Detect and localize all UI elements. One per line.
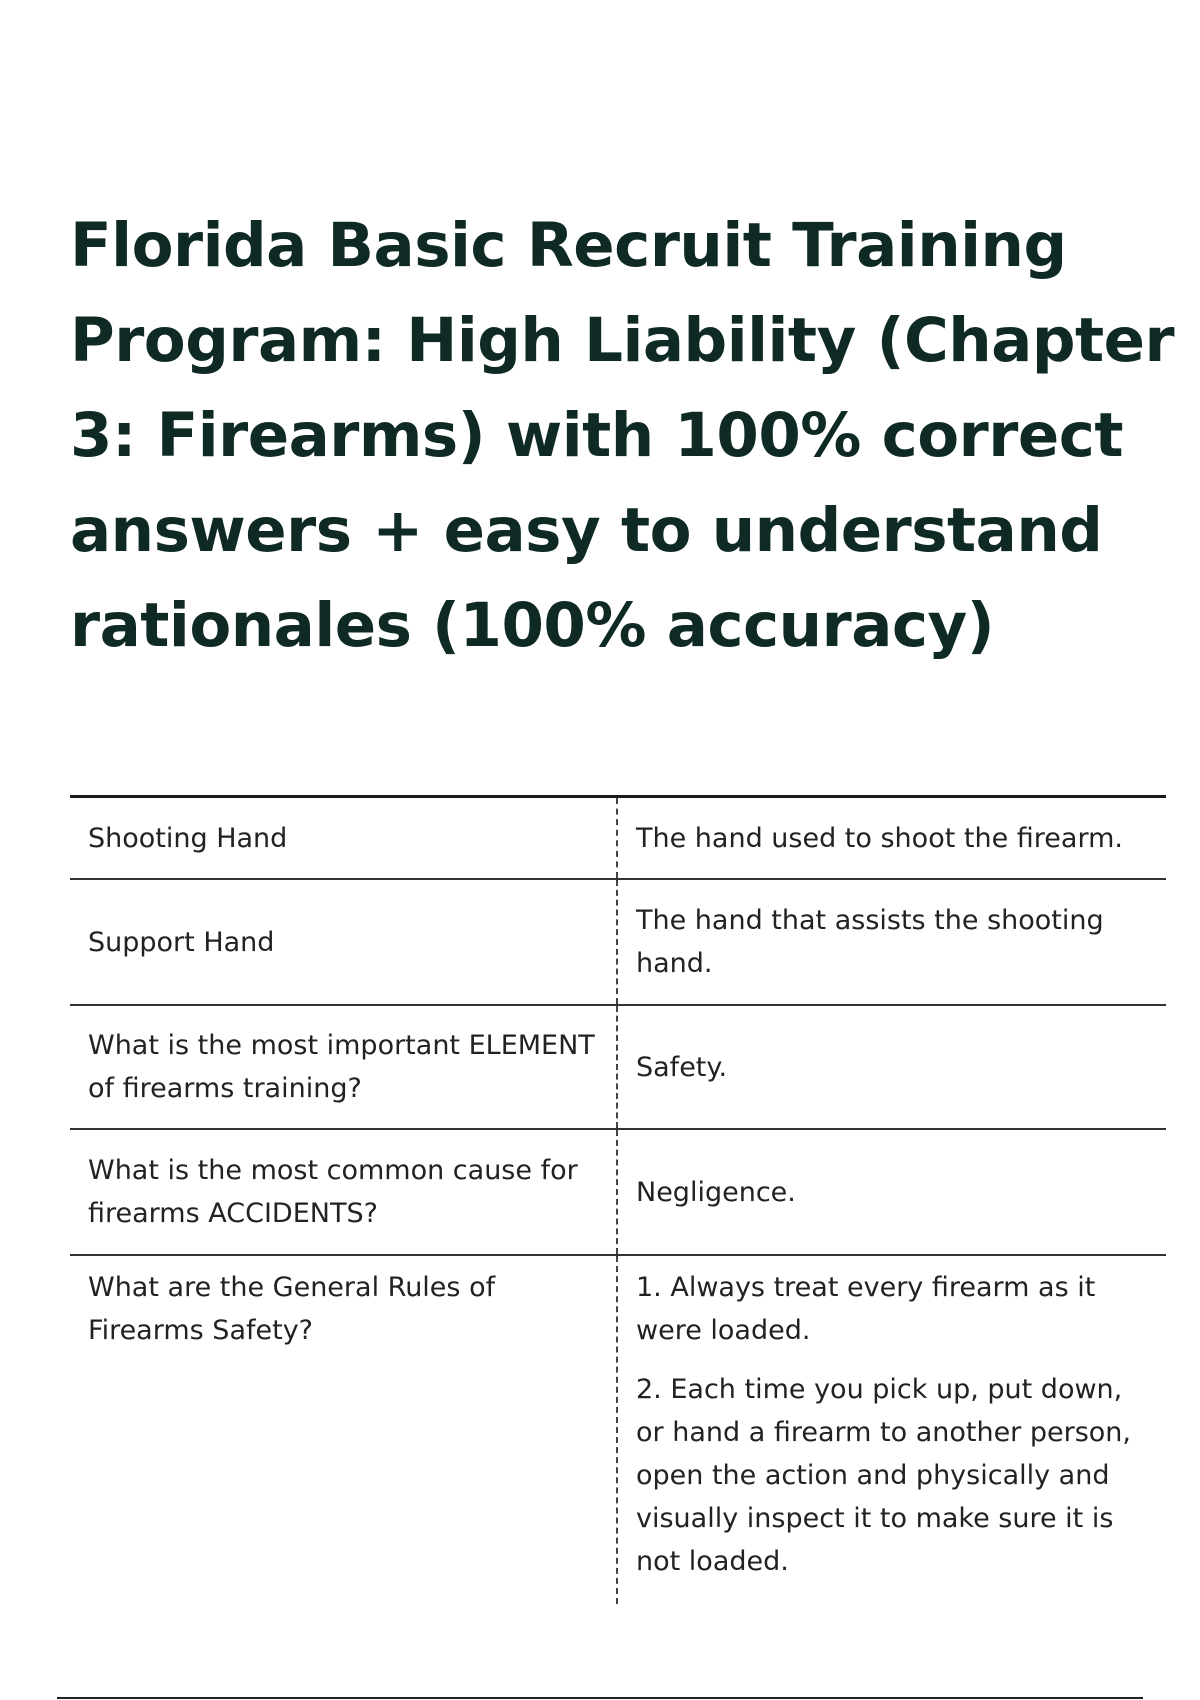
definition-cell: Negligence. (636, 1176, 796, 1208)
definition-cell (618, 1256, 1166, 1604)
term-cell: What are the General Rules of Firearms Safety? (70, 1256, 618, 1604)
definition-cell: The hand that assists the shooting hand. (636, 905, 1104, 979)
table-row (70, 1130, 1166, 1256)
flashcard-table (70, 795, 1166, 1604)
definition-cell: The hand used to shoot the firearm. (636, 822, 1123, 854)
term-cell: What is the most common cause for firearms ACCIDENTS? (70, 1130, 618, 1254)
table-row (70, 798, 1166, 880)
safety-rule-item: 2. Each time you pick up, put down, or hand a firearm to another person, open the action and physically and visually inspect it to make sure it is not loaded. (636, 1374, 1131, 1577)
safety-rule-item: 1. Always treat every firearm as it were loaded. (636, 1272, 1096, 1346)
table-row (70, 1006, 1166, 1130)
table-row (70, 1256, 1166, 1604)
term-cell: Shooting Hand (70, 798, 618, 878)
term-cell: Support Hand (70, 880, 618, 1004)
footer-divider (57, 1697, 1143, 1699)
table-row (70, 880, 1166, 1006)
document-title: Florida Basic Recruit Training Program: High Liability (Chapter 3: Firearms) with 100% correct answers + easy to understand rationales (100% accuracy) (70, 210, 1175, 661)
term-cell: What is the most important ELEMENT of firearms training? (70, 1006, 618, 1128)
definition-cell: Safety. (636, 1051, 728, 1083)
